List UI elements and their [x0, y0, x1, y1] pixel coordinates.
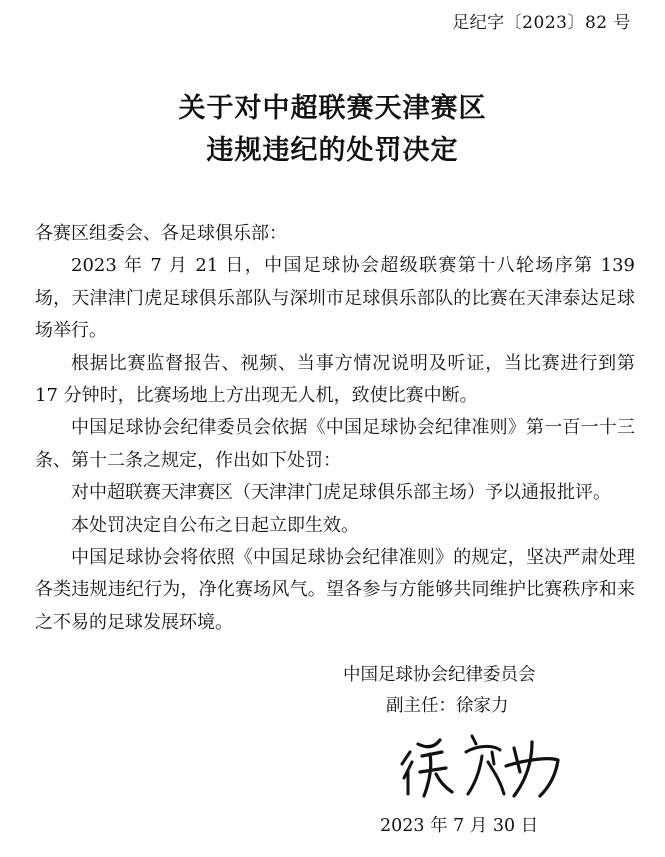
document-title-line-1: 关于对中超联赛天津赛区: [178, 93, 487, 124]
body-paragraph: 中国足球协会纪律委员会依据《中国足球协会纪律准则》第一百一十三条、第十二条之规定，作出如下处罚：: [35, 417, 635, 471]
salutation: 各赛区组委会、各足球俱乐部：: [35, 223, 287, 244]
document-title-line-2: 违规违纪的处罚决定: [206, 135, 459, 166]
handwritten-signature: [396, 722, 576, 802]
signing-date: 2023 年 7 月 30 日: [380, 816, 539, 836]
signer-title: 副主任：徐家力: [386, 696, 509, 716]
body-paragraph: 中国足球协会将依照《中国足球协会纪律准则》的规定，坚决严肃处理各类违规违纪行为，净化赛场风气。望各参与方能够共同维护比赛秩序和来之不易的足球发展环境。: [35, 547, 635, 633]
body-paragraph: 2023 年 7 月 21 日，中国足球协会超级联赛第十八轮场序第 139 场，天津津门虎足球俱乐部队与深圳市足球俱乐部队的比赛在天津泰达足球场举行。: [35, 255, 635, 342]
body-paragraph: 对中超联赛天津赛区（天津津门虎足球俱乐部主场）予以通报批评。: [71, 482, 611, 504]
body-paragraph: 根据比赛监督报告、视频、当事方情况说明及听证，当比赛进行到第 17 分钟时，比赛场地上方出现无人机，致使比赛中断。: [35, 352, 635, 407]
document-number: 足纪字〔2023〕82 号: [452, 13, 631, 33]
document-body: [35, 218, 635, 639]
body-paragraph: 本处罚决定自公布之日起立即生效。: [71, 514, 359, 536]
signing-organization: 中国足球协会纪律委员会: [343, 665, 536, 685]
